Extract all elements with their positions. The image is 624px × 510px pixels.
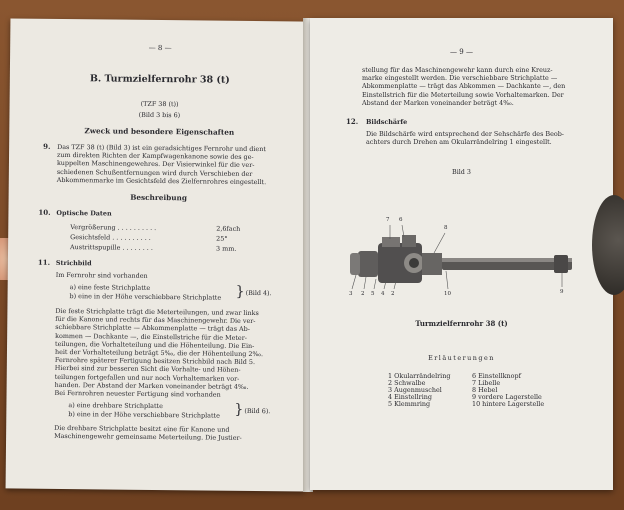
subsection-title: Optische Daten bbox=[56, 208, 112, 218]
text-line: Das TZF 38 (t) (Bild 3) ist ein geradsichtiges Fernrohr und dient bbox=[57, 142, 266, 154]
legend-item: 3 Augenmuschel bbox=[388, 386, 442, 394]
text-line: für die Kanone und rechts für das Maschinengewehr. Die ver- bbox=[55, 315, 256, 326]
text-line: kuppelten Maschinengewehres. Der Visierwinkel für die ver- bbox=[56, 159, 255, 170]
subsection-title: Strichbild bbox=[55, 258, 92, 268]
text-line: Abstand der Marken voneinander beträgt 4‰. bbox=[362, 98, 514, 107]
text-line: Fernrohre späterer Fertigung besitzen Strichbild nach Bild 5. bbox=[54, 356, 256, 367]
legend-item: 6 Einstellknopf bbox=[472, 372, 521, 380]
legend-item: 2 Schwalbe bbox=[388, 379, 426, 387]
optics-value: 25° bbox=[216, 234, 228, 243]
text-line: teilungen fortgefallen und nur noch Vorhaltemarken vor- bbox=[54, 372, 240, 383]
brace: } bbox=[235, 283, 245, 300]
callout-label: 6 bbox=[399, 217, 403, 223]
figure-caption: Turmzielfernrohr 38 (t) bbox=[415, 319, 508, 328]
section-number: 10. bbox=[38, 207, 51, 217]
telescope-body bbox=[350, 235, 572, 283]
section-number: 12. bbox=[346, 117, 359, 126]
callout-label: 3 bbox=[349, 291, 353, 297]
page-number: — 8 — bbox=[148, 43, 172, 53]
callout-label: 9 bbox=[560, 289, 564, 295]
callout-label: 5 bbox=[371, 291, 375, 297]
left-page bbox=[6, 18, 311, 491]
optics-value: 2,6fach bbox=[216, 224, 241, 233]
text-line: Die drehbare Strichplatte besitzt eine für Kanone und bbox=[54, 423, 230, 434]
callout-label: 4 bbox=[381, 291, 385, 297]
optics-label: Gesichtsfeld . . . . . . . . . . bbox=[70, 233, 151, 242]
page-number: — 9 — bbox=[450, 48, 473, 56]
text-line: Abkommenplatte — trägt das Abkommen — Dachkante —, den bbox=[362, 82, 566, 91]
optics-value: 3 mm. bbox=[216, 244, 237, 253]
legend-item: 8 Hebel bbox=[472, 386, 498, 394]
callout-label: 8 bbox=[444, 225, 448, 231]
text-line: schiedenen Schußentfernungen wird durch Verschieben der bbox=[56, 167, 253, 178]
heading-purpose: Zweck und besondere Eigenschaften bbox=[84, 126, 235, 137]
text-line: kommen — Dachkante —, die Einstellstriche für die Meter- bbox=[55, 331, 247, 342]
text-line: handen. Der Abstand der Marken voneinander beträgt 4‰. bbox=[54, 380, 249, 391]
legend-item: 4 Einstellring bbox=[388, 393, 432, 401]
section-code: (TZF 38 (t)) bbox=[140, 99, 179, 109]
text-line: heit der Vorhalteteilung beträgt 5‰, die der Höhenteilung 2‰. bbox=[54, 347, 264, 359]
optics-label: Austrittspupille . . . . . . . . bbox=[70, 243, 153, 252]
figure-label: Bild 3 bbox=[452, 168, 471, 176]
section-number: 9. bbox=[43, 141, 51, 151]
legend-item: 9 vordere Lagerstelle bbox=[472, 393, 542, 401]
legend-item: 5 Klemmring bbox=[388, 400, 431, 408]
list-item: b) eine in der Höhe verschiebbare Strichplatte bbox=[69, 292, 222, 302]
text-line: stellung für das Maschinengewehr kann durch eine Kreuz- bbox=[362, 66, 553, 74]
figure-reference: (Bild 3 bis 6) bbox=[138, 110, 181, 120]
text-line: Die feste Strichplatte trägt die Meterteilungen, und zwar links bbox=[55, 306, 259, 318]
heading-description: Beschreibung bbox=[130, 192, 188, 203]
right-page bbox=[310, 18, 613, 490]
legend-item: 7 Libelle bbox=[472, 379, 501, 387]
text-line: schiebbare Strichplatte — Abkommenplatte — trägt das Ab- bbox=[55, 323, 250, 334]
legend-title: Erläuterungen bbox=[428, 354, 495, 362]
text-line: achters durch Drehen am Okularrändelring 1 eingestellt. bbox=[366, 138, 552, 146]
text-line: marke eingestellt werden. Die verschiebbare Strichplatte — bbox=[362, 74, 558, 83]
text-line: teilungen, die Vorhalteteilung und die Höhenteilung. Die Ein- bbox=[55, 339, 255, 350]
text-line: zum direkten Richten der Kampfwagenkanone sowie des ge- bbox=[56, 151, 254, 162]
callout-label: 2 bbox=[361, 291, 365, 297]
optics-label: Vergrößerung . . . . . . . . . . bbox=[70, 223, 157, 232]
section-title: B. Turmzielfernrohr 38 (t) bbox=[89, 73, 230, 86]
figure-reference: (Bild 6). bbox=[244, 406, 271, 416]
text-line: Hierbei sind zur besseren Sicht die Vorhalte- und Höhen- bbox=[54, 364, 241, 375]
list-item: a) eine feste Strichplatte bbox=[69, 283, 151, 292]
text-line: Die Bildschärfe wird entsprechend der Sehschärfe des Beob- bbox=[366, 130, 564, 138]
subsection-title: Bildschärfe bbox=[366, 118, 408, 126]
callout-label: 7 bbox=[386, 217, 390, 223]
list-item: b) eine in der Höhe verschiebbare Strichplatte bbox=[68, 410, 220, 420]
text-line: Einstellstrich für die Meterteilung sowie Vorhaltemarken. Der bbox=[362, 90, 564, 99]
legend-item: 1 Okularrändelring bbox=[388, 372, 451, 380]
legend-item: 10 hintere Lagerstelle bbox=[472, 400, 545, 408]
callout-label: 2 bbox=[391, 291, 395, 297]
list-item: a) eine drehbare Strichplatte bbox=[68, 401, 163, 411]
text-line: Maschinengewehr gemeinsame Meterteilung. Die Justier- bbox=[54, 431, 242, 442]
text-line: Bei Fernrohren neuester Fertigung sind vorhanden bbox=[54, 388, 221, 399]
section-number: 11. bbox=[37, 257, 51, 267]
callout-label: 10 bbox=[444, 291, 451, 297]
text-line: Abkommenmarke im Gesichtsfeld des Zielfernrohres eingestellt. bbox=[56, 175, 267, 186]
figure-reference: (Bild 4). bbox=[245, 288, 272, 298]
text-line: Im Fernrohr sind vorhanden bbox=[55, 270, 148, 280]
brace: } bbox=[234, 401, 244, 418]
